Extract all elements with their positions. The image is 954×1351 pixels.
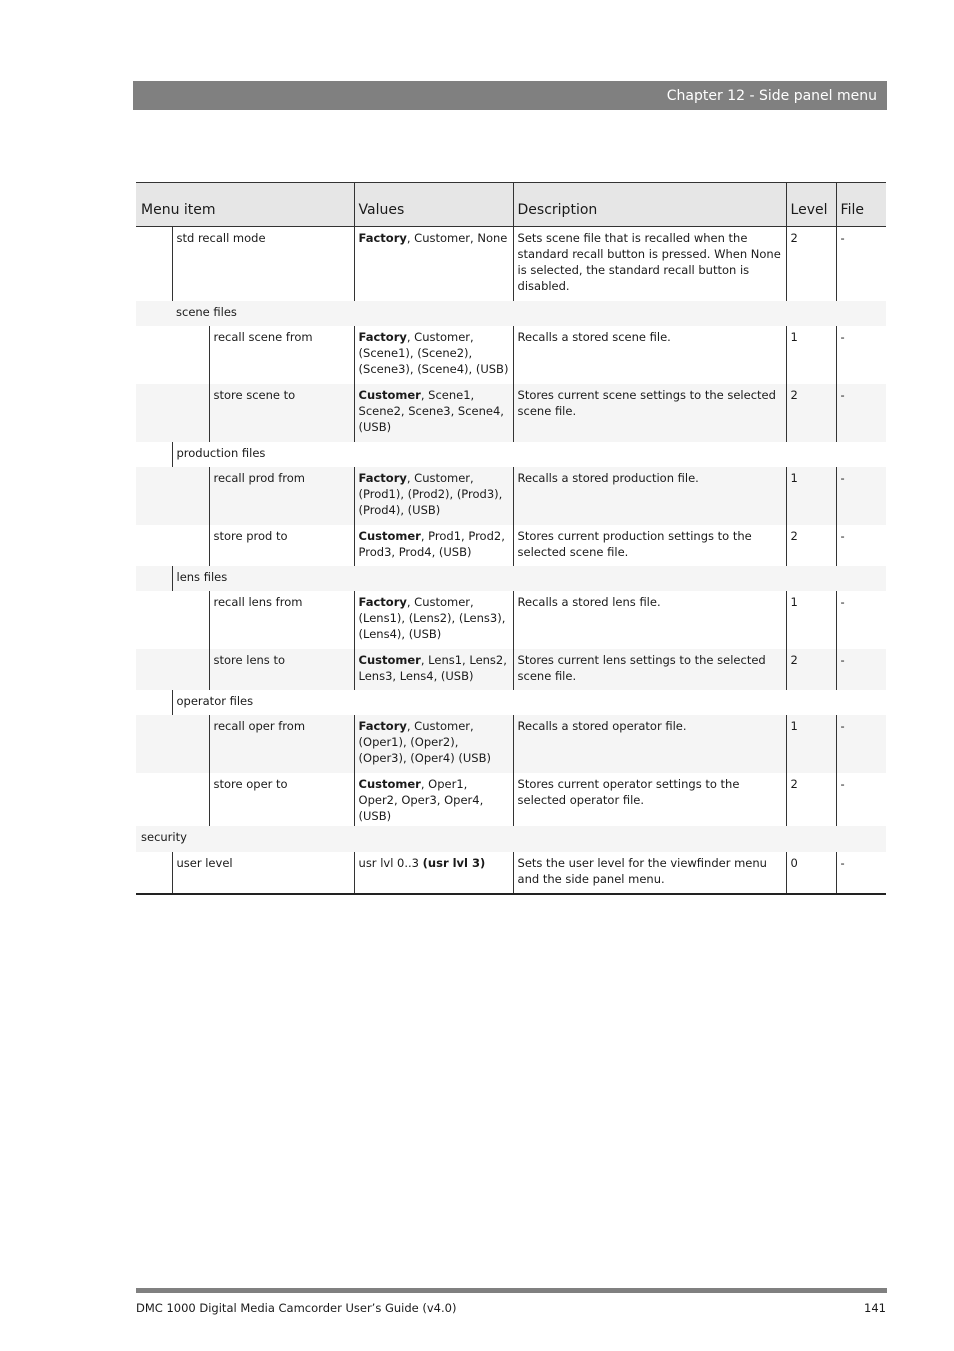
file-cell: - [836, 649, 886, 690]
menu-item-label: store lens to [209, 649, 354, 690]
values-cell: Customer, Lens1, Lens2, Lens3, Lens4, (USB) [354, 649, 513, 690]
values-cell: Customer, Prod1, Prod2, Prod3, Prod4, (USB) [354, 525, 513, 566]
menu-item-label: std recall mode [172, 227, 354, 301]
group-row [136, 690, 886, 715]
values-cell: Factory, Customer, (Oper1), (Oper2), (Oper3), (Oper4) (USB) [354, 715, 513, 773]
table-row [136, 715, 886, 773]
file-cell: - [836, 773, 886, 826]
header-menu-item: Menu item [136, 183, 354, 227]
description-cell: Recalls a stored operator file. [513, 715, 786, 773]
level-cell: 2 [786, 649, 836, 690]
level-cell: 1 [786, 467, 836, 525]
header-file: File [836, 183, 886, 227]
group-label: lens files [172, 566, 886, 591]
menu-item-label: store scene to [209, 384, 354, 442]
description-cell: Stores current production settings to the selected scene file. [513, 525, 786, 566]
group-row [136, 826, 886, 852]
values-cell: Factory, Customer, None [354, 227, 513, 301]
file-cell: - [836, 715, 886, 773]
values-cell: Customer, Scene1, Scene2, Scene3, Scene4, (USB) [354, 384, 513, 442]
group-row [136, 442, 886, 467]
group-row [136, 566, 886, 591]
level-cell: 0 [786, 852, 836, 894]
group-label: security [136, 826, 886, 852]
menu-item-label: recall lens from [209, 591, 354, 649]
description-cell: Sets the user level for the viewfinder menu and the side panel menu. [513, 852, 786, 894]
values-cell: Factory, Customer, (Lens1), (Lens2), (Lens3), (Lens4), (USB) [354, 591, 513, 649]
table-header-row [136, 183, 886, 227]
table-row [136, 326, 886, 384]
page-number: 141 [864, 1301, 886, 1315]
values-cell: Factory, Customer, (Prod1), (Prod2), (Prod3), (Prod4), (USB) [354, 467, 513, 525]
side-panel-menu-table [136, 182, 886, 895]
values-cell: Factory, Customer, (Scene1), (Scene2), (Scene3), (Scene4), (USB) [354, 326, 513, 384]
table-row [136, 227, 886, 301]
level-cell: 2 [786, 227, 836, 301]
file-cell: - [836, 227, 886, 301]
menu-item-label: recall scene from [209, 326, 354, 384]
file-cell: - [836, 591, 886, 649]
group-label: scene files [172, 301, 886, 326]
group-label: production files [172, 442, 886, 467]
table-row [136, 467, 886, 525]
file-cell: - [836, 525, 886, 566]
level-cell: 2 [786, 525, 836, 566]
description-cell: Stores current scene settings to the selected scene file. [513, 384, 786, 442]
description-cell: Recalls a stored lens file. [513, 591, 786, 649]
footer [136, 1301, 886, 1315]
chapter-title: Chapter 12 - Side panel menu [666, 88, 877, 104]
header-description: Description [513, 183, 786, 227]
chapter-header [133, 81, 887, 110]
table-row [136, 384, 886, 442]
file-cell: - [836, 326, 886, 384]
menu-item-label: store oper to [209, 773, 354, 826]
table-row [136, 649, 886, 690]
footer-rule [136, 1288, 887, 1293]
values-cell: Customer, Oper1, Oper2, Oper3, Oper4, (USB) [354, 773, 513, 826]
description-cell: Stores current operator settings to the selected operator file. [513, 773, 786, 826]
level-cell: 2 [786, 384, 836, 442]
footer-title: DMC 1000 Digital Media Camcorder User’s Guide (v4.0) [136, 1301, 457, 1315]
file-cell: - [836, 852, 886, 894]
menu-item-label: user level [172, 852, 354, 894]
file-cell: - [836, 384, 886, 442]
values-cell: usr lvl 0..3 (usr lvl 3) [354, 852, 513, 894]
table-row [136, 852, 886, 894]
table-row [136, 773, 886, 826]
level-cell: 1 [786, 591, 836, 649]
menu-item-label: store prod to [209, 525, 354, 566]
description-cell: Recalls a stored scene file. [513, 326, 786, 384]
level-cell: 1 [786, 326, 836, 384]
table-row [136, 591, 886, 649]
description-cell: Sets scene file that is recalled when the standard recall button is pressed. When None is selected, the standard recall button is disabled. [513, 227, 786, 301]
header-level: Level [786, 183, 836, 227]
level-cell: 1 [786, 715, 836, 773]
header-values: Values [354, 183, 513, 227]
level-cell: 2 [786, 773, 836, 826]
menu-item-label: recall prod from [209, 467, 354, 525]
file-cell: - [836, 467, 886, 525]
group-label: operator files [172, 690, 886, 715]
description-cell: Stores current lens settings to the selected scene file. [513, 649, 786, 690]
menu-item-label: recall oper from [209, 715, 354, 773]
table-row [136, 525, 886, 566]
description-cell: Recalls a stored production file. [513, 467, 786, 525]
group-row [136, 301, 886, 326]
